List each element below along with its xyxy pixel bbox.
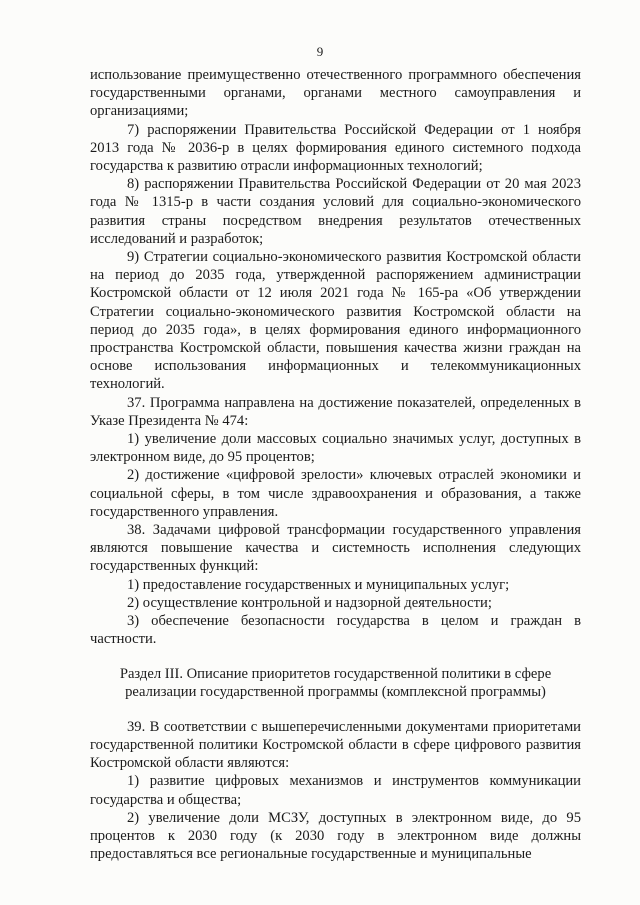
section-heading-line: Раздел III. Описание приоритетов государственной политики в сфере — [119, 665, 552, 682]
paragraph: 3) обеспечение безопасности государства в целом и граждан в частности. — [90, 613, 581, 648]
section-heading-line: реализации государственной программы (комплексной программы) — [125, 684, 546, 701]
paragraph: 2) достижение «цифровой зрелости» ключевых отраслей экономики и социальной сферы, в том числе здравоохранения и образования, а также государственного управления. — [90, 467, 581, 520]
paragraph: 1) предоставление государственных и муниципальных услуг; — [127, 576, 510, 593]
paragraph: использование преимущественно отечественного программного обеспечения государственными органами, органами местного самоуправления и организациями; — [90, 67, 581, 120]
paragraph: 39. В соответствии с вышеперечисленными документами приоритетами государственной политики Костромской области в сфере цифрового развития Костромской области являются: — [90, 718, 581, 772]
page-number: 9 — [316, 44, 324, 59]
paragraph: 2) увеличение доли МСЗУ, доступных в электронном виде, до 95 процентов к 2030 году (к 2030 году в электронном виде должны предоставляться все региональные государственные и муниципальные — [90, 809, 581, 863]
paragraph: 1) увеличение доли массовых социально значимых услуг, доступных в электронном виде, до 95 процентов; — [90, 431, 581, 466]
paragraph: 37. Программа направлена на достижение показателей, определенных в Указе Президента № 474: — [90, 394, 581, 429]
document-body — [90, 66, 581, 863]
paragraph: 9) Стратегии социально-экономического развития Костромской области на период до 2035 года, утвержденной распоряжением администрации Костромской области от 12 июля 2021 года № 165-ра «Об утверждении Стратегии социально-экономического развития Костромской области на период до 2035 года», в целях формирования единого информационного пространства Костромской области, повышения качества жизни граждан на основе использования информационных и телекоммуникационных технологий. — [90, 249, 581, 393]
paragraph: 8) распоряжении Правительства Российской Федерации от 20 мая 2023 года № 1315-р в части создания условий для социально-экономического развития страны посредством внедрения результатов отечественных исследований и разработок; — [90, 176, 581, 247]
paragraph: 7) распоряжении Правительства Российской Федерации от 1 ноября 2013 года № 2036-р в целях формирования единого системного подхода государства к развитию отрасли информационных технологий; — [90, 121, 581, 175]
section-heading — [90, 665, 581, 702]
paragraph: 1) развитие цифровых механизмов и инструментов коммуникации государства и общества; — [90, 773, 581, 808]
paragraph: 2) осуществление контрольной и надзорной деятельности; — [127, 594, 492, 611]
paragraph: 38. Задачами цифровой трансформации государственного управления являются повышение качества и системность исполнения следующих государственных функций: — [90, 522, 581, 575]
